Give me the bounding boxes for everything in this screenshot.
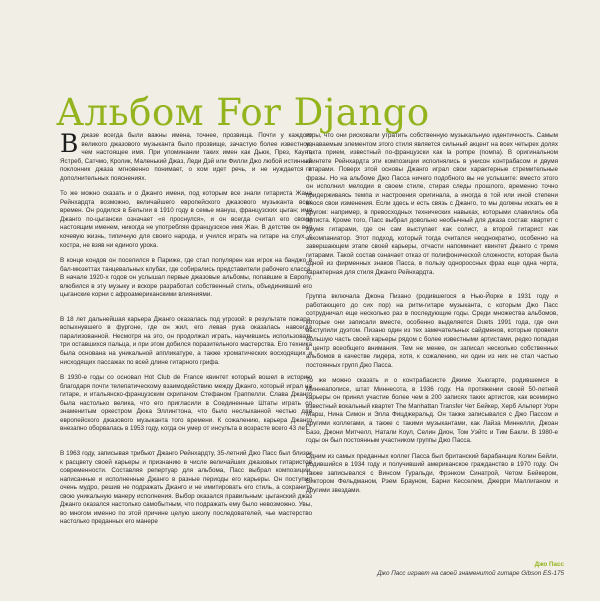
paragraph-7: игры, что они рисковали утратить собственную музыкальную идентичность. Самым узнаваемым элементом этого стиля является сильный акцент на всех четырех долях такта прием, известный по-французски как la pompe (помпа). В оригинальном квинтете Рейнхардта эти композиции исполнялись в унисон контрабасом и двумя гитарами. Поверх этой основы Джанго играл свои характерные стремительные фразы. Но на альбоме Джо Пасса ничего подобного вы не услышите: вместо этого он исполнил мелодии в своем стиле, стирая следы прошлого, временно точно придерживаясь темпа и настроения оригинала, а иногда в той или иной степени внося свои изменения. Если здесь и есть связь с Джанго, то мы должны искать ее в другом: например, в превосходных технических навыках, которыми славились оба артиста. Кроме того, Пасс выбрал довольно необычный для джаза состав: квартет с двумя гитарами, где он сам выступает как солист, а второй гитарист как аккомпаниатор. Этот подход, который тогда считался неоднократно, особенно на завершающем этапе своей карьеры, отчасти напоминает квинтет Джанго с тремя гитарами. Такой состав означает отказ от полифонической сложности, которая была одной из фирменных знаков Пасса, в пользу однороссных фраз еще одна черта, характерная для стиля Джанго Рейнхардта. [306,132,558,276]
paragraph-4: В 18 лет дальнейшая карьера Джанго оказалась под угрозой: в результате пожара, вспыхнувшего в фургоне, где он жил, его левая рука оказалась навсегда парализованной. Несмотря на это, он продолжал играть, научившись использовать три оставшихся пальца, и при этом добился поразительного мастерства. Его техника была основана на уникальной аппликатуре, а также хроматических восходящих и нисходящих пассажах по всей длине гитарного грифа. [60,315,312,366]
left-column [60,129,312,534]
paragraph-9: То же можно сказать и о контрабасисте Джиме Хьюгарте, родившемся в Миннеаполисе, штат Миннесота, в 1936 году. На протяжении своей 50-летней карьеры он принял участие более чем в 200 записях таких артистов, как всемирно известный вокальный квартет The Manhattan Transfer Чет Бейкер, Херб Альперт Уорн Марш, Нина Симон и Элла Фицджеральд. Он также записывался с Джо Пассом и другими коллегами, а также с такими музыкантами, как Лайза Миннелли, Джоан Баэз, Джони Митчелл, Натали Коул, Селин Дион, Том Уэйтс и Тим Бакли. В 1980-е годы он был постоянным участником группы Джо Пасса. [306,377,558,445]
paragraph-6: В 1963 году, записывая трибьют Джанго Рейнхардту, 35-летний Джо Пасс был близок к расцвету своей карьеры и признанию в числе величайших джазовых гитаристов современности. Составляя репертуар для альбома, Пасс выбрал композиции, написанные и исполненные Джанго в разные периоды его карьеры. Он поступил очень мудро, решив не подражать Джанго и не имитировать его стиль, а сохранить свою уникальную манеру исполнения. Выбор оказался правильным: цыганский джаз Джанго оказался настолько самобытным, что подражать ему было невозможно. Увы, во многом именно по этой причине целую школу последователей, чье мастерство настолько преданных его манере [60,449,312,526]
caption-name: Джо Пасс [534,561,564,568]
paragraph-10: Одним из самых преданных коллег Пасса был британский барабанщик Колин Бейли, родившийся в 1934 году и получивший американское гражданство в 1970 году. Он также записывался с Винсом Гуральди, Фрэнком Синатрой, Четом Бейкером, Виктором Фельдманом, Рэем Брауном, Барни Кесселем, Джерри Маллиганом и другими звездами. [306,452,558,494]
caption-text: Джо Пасс играет на своей знаменитой гитаре Gibson ES-175 [377,570,564,577]
page-title: Альбом For Django [56,90,430,134]
paragraph-2: То же можно сказать и о Джанго имени, под которым все знали гитариста Жана Рейнхардта возможно, величайшего европейского джазового музыканта всех времен. Он родился в Бельгии в 1910 году в семье мануш, французских цыган; имя Джанго по-цыгански означает «я проснулся», и он всегда считал его своим настоящим именем, никогда не употребляя французское имя Жан. В детстве он вел кочевую жизнь, типичную для своего народа, и учился играть на гитаре на слух, с костра, не взяв ни единого урока. [60,190,312,249]
paragraph-5: В 1930-е годы со основал Hot Club de France квинтет который вошел в историю благодаря почти телепатическому взаимодействию между Джанго, который играл на гитаре, и итальянско-французским скрипачом Стефаном Граппелли. Слава Джанго была настолько велика, что его пригласили в Соединенные Штаты играть со знаменитым оркестром Дюка Эллингтона, что было неслыханной честью для европейского джазового музыканта того времени. К сожалению, карьера Джанго внезапно оборвалась в 1953 году, когда он умер от инсульта в возрасте всего 43 лет. [60,374,312,433]
drop-cap: В [60,129,79,158]
paragraph-1-text: джазе всегда были важны имена, точнее, прозвища. Почти у каждого великого джазового музыканта было прозвище, зачастую более известное, чем настоящее имя. При упоминании таких имен как Дьюк, През, Каунт, Ястреб, Сатчмо, Кролик, Маленький Джаз, Леди Дэй или Филли Джо любой истинный поклонник джаза мгновенно понимает, о ком идет речь, и не нуждается в дополнительных пояснениях. [60,132,312,182]
photo-caption [377,560,564,578]
paragraph-8: Группа включала Джона Пизано (родившегося в Нью-Йорке в 1931 году и работающего до сих пор) на ритм-гитаре музыканта, с которым Джо Пасс сотрудничал еще несколько раз в последующие годы. Среди множества альбомов, которые они записали вместе, особенно выделяется Duets 1991 года, где они выступили дуэтом. Пизано один из тех замечательных сайдменов, которые провели большую часть своей карьеры рядом с более известными артистами, редко попадая в центр всеобщего внимания. Тем не менее, он записал несколько собственных альбомов в качестве лидера, хотя, к сожалению, ни один из них не стал частью постоянных групп Джо Пасса. [306,293,558,369]
paragraph-3: В конце кондов он поселился в Париже, где стал популярен как игрок на банджо в бал-мюзеттах танцевальных клубах, где собирались представители рабочего класса. В начале 1920-х годов он услышал первые джазовые альбомы, попавшие в Европу, влюбился в эту музыку и вскоре разработал собственный стиль, объединивший его цыганские корни с афроамериканскими влияниями. [60,257,312,299]
right-column [306,132,558,502]
paragraph-1 [60,129,312,183]
